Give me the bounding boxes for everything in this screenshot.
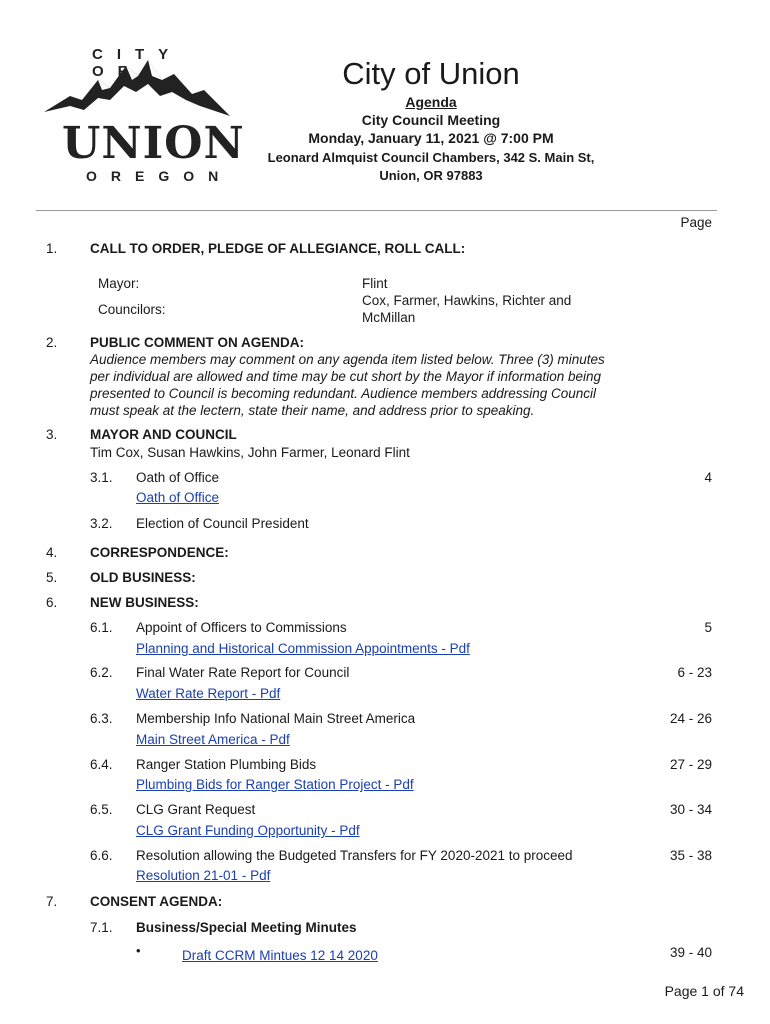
subitem-label: Final Water Rate Report for Council (136, 665, 350, 680)
subitem-number: 6.2. (90, 665, 113, 680)
subitem-number: 6.3. (90, 711, 113, 726)
section-title: PUBLIC COMMENT ON AGENDA: (90, 335, 304, 350)
main-street-america-link[interactable]: Main Street America - Pdf (136, 732, 290, 747)
water-rate-report-link[interactable]: Water Rate Report - Pdf (136, 686, 281, 701)
public-comment-text: per individual are allowed and time may be cut short by the Mayor if information being (90, 369, 602, 384)
subitem-label: Membership Info National Main Street America (136, 711, 416, 726)
subitem-label: Appoint of Officers to Commissions (136, 620, 347, 635)
subitem-number: 6.4. (90, 757, 113, 772)
item-number: 5. (46, 570, 58, 585)
councilors-value: Cox, Farmer, Hawkins, Richter and (362, 293, 572, 308)
subitem-number: 6.1. (90, 620, 113, 635)
subitem-number: 3.2. (90, 516, 113, 531)
meeting-name: City Council Meeting (361, 112, 501, 128)
commission-appointments-link[interactable]: Planning and Historical Commission Appointments - Pdf (136, 641, 470, 656)
bullet: • (136, 943, 141, 958)
section-title: NEW BUSINESS: (90, 595, 199, 610)
councilors-label: Councilors: (98, 302, 166, 317)
logo-name: UNION (62, 118, 245, 169)
item-number: 7. (46, 894, 58, 909)
subitem-label: Oath of Office (136, 470, 220, 485)
mayor-label: Mayor: (98, 276, 140, 291)
subitem-label: Resolution allowing the Budgeted Transfers for FY 2020-2021 to proceed (136, 848, 573, 863)
page-ref: 35 - 38 (669, 848, 712, 863)
page-ref: 24 - 26 (669, 711, 712, 726)
council-members: Tim Cox, Susan Hawkins, John Farmer, Leonard Flint (90, 445, 410, 460)
meeting-date: Monday, January 11, 2021 @ 7:00 PM (308, 130, 554, 146)
plumbing-bids-link[interactable]: Plumbing Bids for Ranger Station Project - Pdf (136, 777, 414, 792)
public-comment-text: must speak at the lectern, state their name, and address prior to speaking. (90, 403, 535, 418)
city-logo (40, 40, 245, 200)
page-number: Page 1 of 74 (664, 983, 744, 999)
logo-top-text: CITY OF (92, 46, 182, 80)
public-comment-text: Audience members may comment on any agenda item listed below. Three (3) minutes (90, 352, 605, 367)
subitem-number: 3.1. (90, 470, 113, 485)
oath-of-office-link[interactable]: Oath of Office (136, 490, 220, 505)
section-title: CALL TO ORDER, PLEDGE OF ALLEGIANCE, ROLL CALL: (90, 241, 466, 256)
subitem-label: Ranger Station Plumbing Bids (136, 757, 317, 772)
section-title: OLD BUSINESS: (90, 570, 196, 585)
subitem-number: 6.5. (90, 802, 113, 817)
page-ref: 6 - 23 (677, 665, 712, 680)
resolution-link[interactable]: Resolution 21-01 - Pdf (136, 868, 271, 883)
item-number: 1. (46, 241, 58, 256)
page-ref: 27 - 29 (669, 757, 712, 772)
subitem-label: Business/Special Meeting Minutes (136, 920, 357, 935)
agenda-heading: Agenda (405, 94, 457, 110)
subitem-number: 6.6. (90, 848, 113, 863)
public-comment-text: presented to Council is becoming redundant. Audience members addressing Council (90, 386, 597, 401)
section-title: MAYOR AND COUNCIL (90, 427, 237, 442)
subitem-label: CLG Grant Request (136, 802, 256, 817)
logo-bottom-text: OREGON (86, 168, 233, 184)
clg-grant-link[interactable]: CLG Grant Funding Opportunity - Pdf (136, 823, 360, 838)
org-title: City of Union (342, 56, 520, 91)
draft-minutes-link[interactable]: Draft CCRM Mintues 12 14 2020 (182, 948, 378, 963)
item-number: 4. (46, 545, 58, 560)
page-column-label: Page (680, 215, 712, 230)
meeting-city: Union, OR 97883 (379, 168, 483, 183)
item-number: 3. (46, 427, 58, 442)
section-title: CORRESPONDENCE: (90, 545, 229, 560)
section-title: CONSENT AGENDA: (90, 894, 223, 909)
item-number: 6. (46, 595, 58, 610)
item-number: 2. (46, 335, 58, 350)
mayor-value: Flint (362, 276, 388, 291)
page-ref: 4 (704, 470, 712, 485)
meeting-location: Leonard Almquist Council Chambers, 342 S. Main St, (267, 150, 595, 165)
page-ref: 39 - 40 (669, 945, 712, 960)
page-ref: 5 (704, 620, 712, 635)
councilors-value-cont: McMillan (362, 310, 416, 325)
header-divider (36, 210, 717, 211)
page-ref: 30 - 34 (669, 802, 712, 817)
subitem-label: Election of Council President (136, 516, 309, 531)
subitem-number: 7.1. (90, 920, 113, 935)
